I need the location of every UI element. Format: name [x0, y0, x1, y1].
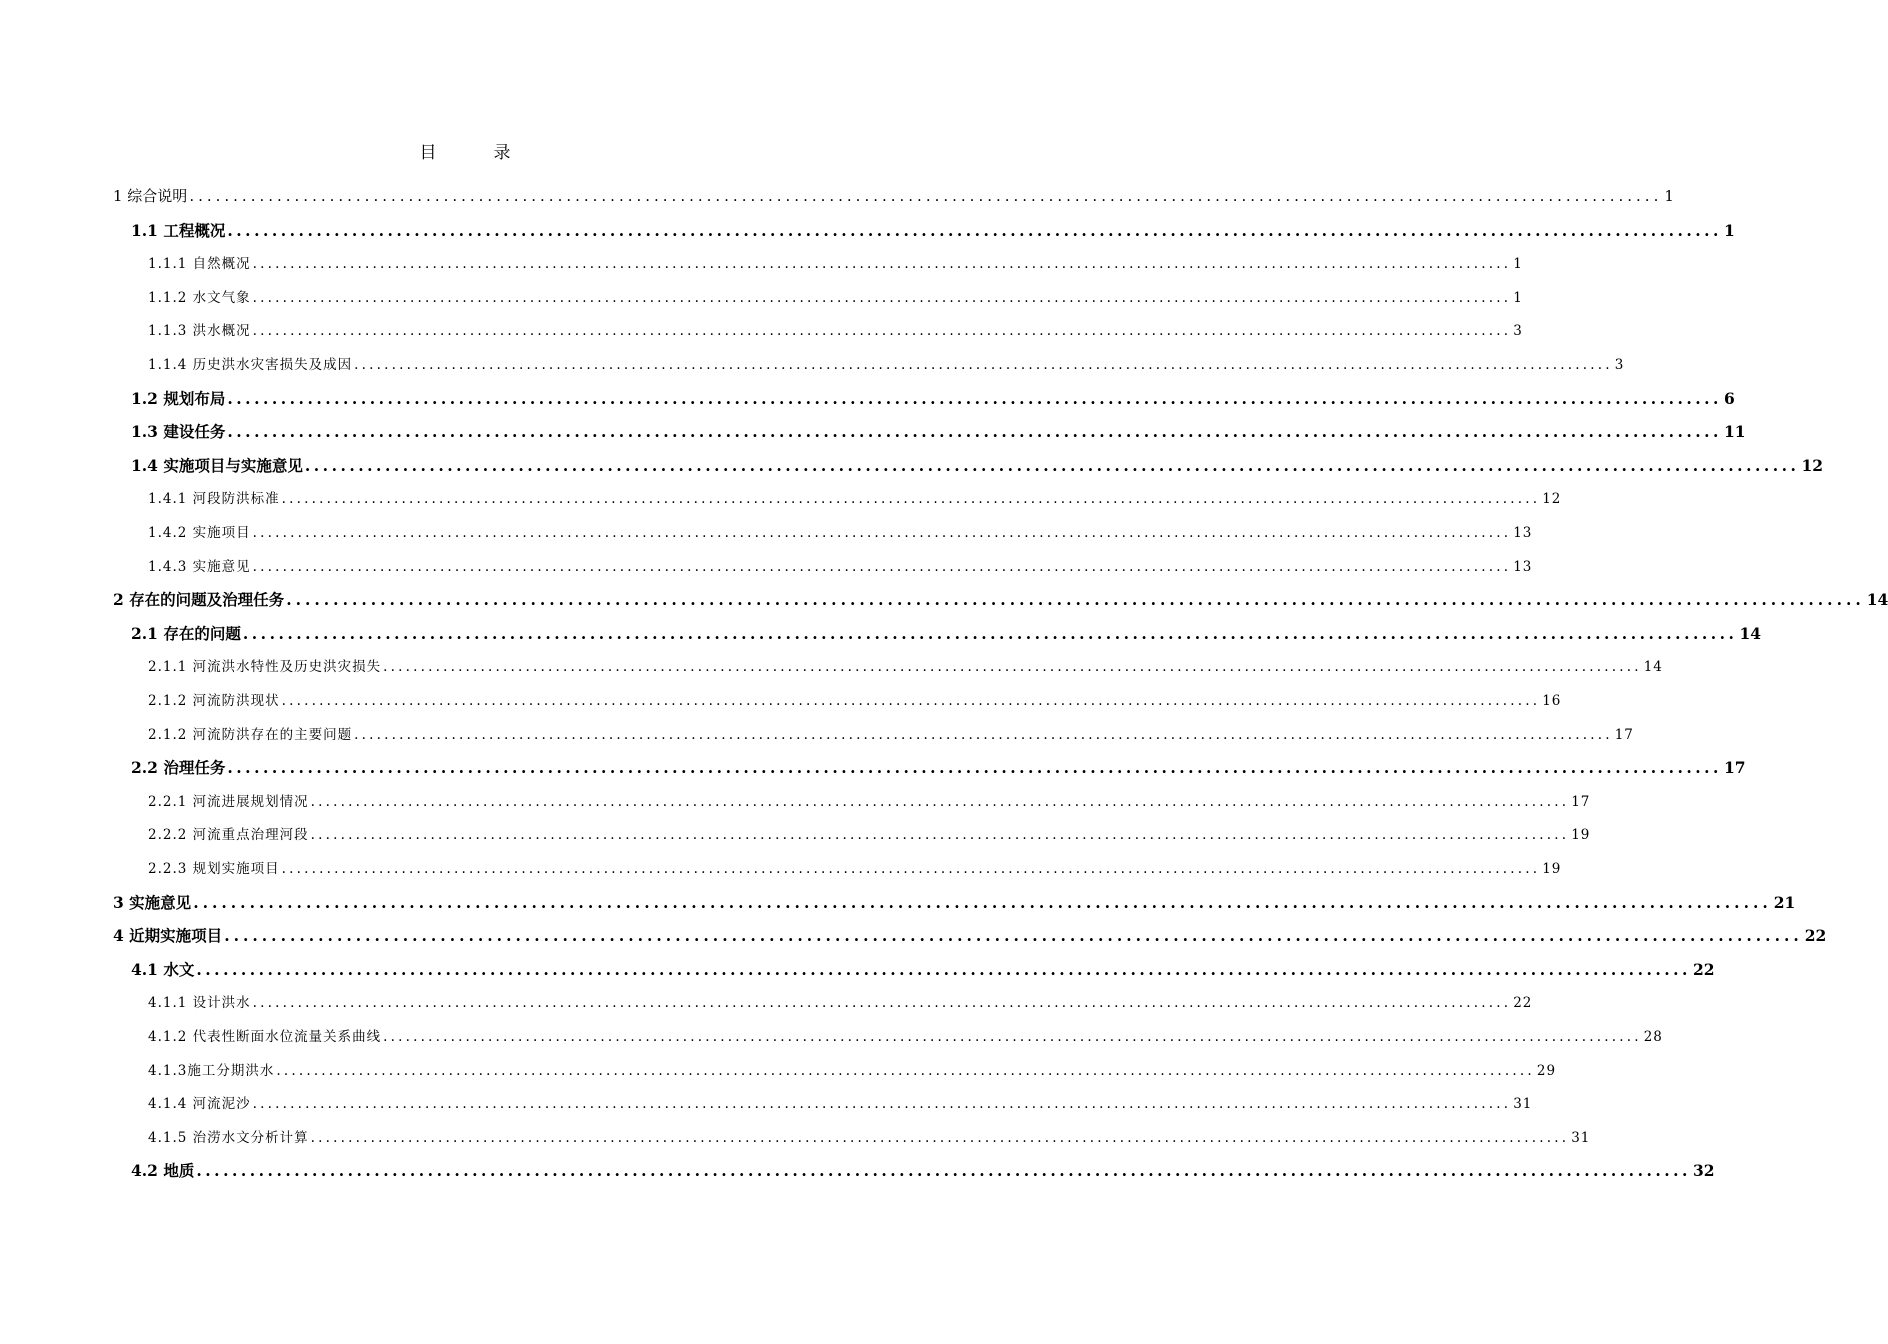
dot-leader: ........................................................................................................................................................................	[310, 827, 1570, 844]
toc-entry-page-number: 19	[1542, 861, 1562, 877]
dot-leader: ........................................................................................................................................................................	[227, 220, 1722, 240]
dot-leader: ........................................................................................................................................................................	[193, 892, 1772, 912]
dot-leader: ........................................................................................................................................................................	[252, 256, 1512, 273]
toc-entry-title: 2.2 治理任务	[131, 758, 226, 778]
toc-entry-title: 2 存在的问题及治理任务	[113, 590, 285, 610]
dot-leader: ........................................................................................................................................................................	[281, 693, 1541, 709]
toc-entry-title: 2.1 存在的问题	[131, 623, 241, 643]
toc-entry-title: 2.1.1 河流洪水特性及历史洪灾损失	[148, 659, 382, 676]
toc-entry-page-number: 22	[1804, 926, 1827, 946]
dot-leader: ........................................................................................................................................................................	[189, 187, 1663, 205]
toc-entry-page-number: 13	[1513, 558, 1533, 575]
toc-entry-title: 1.1.4 历史洪水灾害损失及成因	[148, 357, 353, 373]
toc-entry[interactable]	[131, 958, 1715, 980]
toc-entry-page-number: 14	[1866, 590, 1888, 610]
toc-entry-title: 2.2.1 河流进展规划情况	[148, 793, 309, 810]
toc-entry-title: 1.4.3 实施意见	[148, 558, 251, 575]
toc-entry-title: 1.4.1 河段防洪标准	[148, 491, 280, 508]
toc-entry-title: 1.3 建设任务	[131, 422, 226, 442]
dot-leader: ........................................................................................................................................................................	[252, 289, 1512, 306]
toc-entry-title: 1.2 规划布局	[131, 388, 226, 408]
toc-entry[interactable]	[131, 219, 1735, 241]
toc-entry-title: 2.1.2 河流防洪现状	[148, 693, 280, 709]
toc-entry-title: 4.1.3施工分期洪水	[148, 1062, 275, 1079]
dot-leader: ........................................................................................................................................................................	[276, 1062, 1535, 1079]
toc-entry-title: 1 综合说明	[113, 187, 188, 205]
dot-leader: ........................................................................................................................................................................	[252, 1096, 1512, 1113]
toc-entry-page-number: 1	[1513, 256, 1523, 273]
toc-entry[interactable]	[148, 790, 1591, 810]
toc-entry-page-number: 22	[1513, 995, 1533, 1012]
toc-entry[interactable]	[113, 588, 1888, 610]
toc-entry[interactable]	[148, 1126, 1591, 1146]
dot-leader: ........................................................................................................................................................................	[196, 1161, 1691, 1181]
dot-leader: ........................................................................................................................................................................	[354, 726, 1613, 743]
dot-leader: ........................................................................................................................................................................	[242, 623, 1738, 643]
toc-entry-page-number: 21	[1773, 892, 1796, 912]
toc-entry-page-number: 17	[1614, 726, 1634, 743]
toc-entry-title: 2.1.2 河流防洪存在的主要问题	[148, 726, 353, 743]
dot-leader: ........................................................................................................................................................................	[252, 525, 1512, 541]
dot-leader: ........................................................................................................................................................................	[310, 793, 1570, 810]
dot-leader: ........................................................................................................................................................................	[252, 558, 1512, 575]
toc-entry-title: 1.1 工程概况	[131, 220, 226, 240]
dot-leader: ........................................................................................................................................................................	[310, 1129, 1570, 1146]
toc-entry-page-number: 3	[1614, 357, 1625, 373]
toc-entry-title: 1.4.2 实施项目	[148, 525, 251, 541]
toc-entry-title: 4.2 地质	[131, 1161, 195, 1181]
dot-leader: ........................................................................................................................................................................	[304, 455, 1800, 475]
toc-entry[interactable]	[148, 823, 1591, 844]
toc-entry-page-number: 1	[1513, 289, 1523, 306]
toc-entry-page-number: 6	[1723, 388, 1735, 408]
toc-entry-page-number: 12	[1542, 491, 1562, 508]
dot-leader: ........................................................................................................................................................................	[227, 422, 1722, 442]
toc-entry[interactable]	[131, 454, 1824, 476]
toc-entry[interactable]	[148, 1025, 1663, 1045]
toc-title: 目 录	[419, 143, 531, 163]
toc-entry-title: 1.1.3 洪水概况	[148, 323, 251, 340]
toc-entry[interactable]	[148, 487, 1562, 508]
toc-entry-page-number: 19	[1571, 827, 1591, 844]
toc-entry[interactable]	[148, 319, 1523, 340]
toc-entry[interactable]	[113, 924, 1827, 946]
toc-entry-title: 1.1.2 水文气象	[148, 289, 251, 306]
toc-entry-page-number: 14	[1739, 623, 1762, 643]
toc-entry-page-number: 32	[1692, 1161, 1715, 1181]
toc-entry[interactable]	[148, 1059, 1557, 1079]
toc-entry-page-number: 22	[1692, 959, 1715, 979]
dot-leader: ........................................................................................................................................................................	[281, 861, 1541, 877]
toc-entry-page-number: 1	[1723, 220, 1735, 240]
dot-leader: ........................................................................................................................................................................	[252, 323, 1512, 340]
toc-entry-title: 1.1.1 自然概况	[148, 256, 251, 273]
toc-entry-page-number: 13	[1513, 525, 1533, 541]
toc-entry[interactable]	[131, 420, 1746, 442]
toc-entry-page-number: 17	[1723, 758, 1746, 778]
toc-entry-title: 4 近期实施项目	[113, 926, 223, 946]
toc-entry-page-number: 31	[1571, 1129, 1591, 1146]
toc-entry[interactable]	[113, 891, 1796, 913]
toc-entry-page-number: 14	[1643, 659, 1663, 676]
dot-leader: ........................................................................................................................................................................	[286, 590, 1865, 610]
toc-entry-page-number: 28	[1643, 1029, 1663, 1045]
toc-entry[interactable]	[131, 1159, 1715, 1181]
toc-entry-title: 4.1.2 代表性断面水位流量关系曲线	[148, 1029, 382, 1045]
dot-leader: ........................................................................................................................................................................	[383, 1029, 1642, 1045]
dot-leader: ........................................................................................................................................................................	[227, 758, 1722, 778]
toc-entry-page-number: 12	[1801, 455, 1824, 475]
toc-entry[interactable]	[131, 387, 1735, 409]
toc-entry[interactable]	[148, 521, 1533, 541]
dot-leader: ........................................................................................................................................................................	[224, 926, 1803, 946]
toc-entry-page-number: 3	[1513, 323, 1523, 340]
toc-entry-page-number: 1	[1664, 187, 1674, 205]
toc-entry-title: 4.1 水文	[131, 959, 195, 979]
toc-entry-title: 3 实施意见	[113, 892, 192, 912]
toc-entry-page-number: 17	[1571, 793, 1591, 810]
dot-leader: ........................................................................................................................................................................	[252, 995, 1512, 1012]
toc-entry[interactable]	[148, 252, 1523, 273]
toc-entry-title: 2.2.3 规划实施项目	[148, 861, 280, 877]
toc-entry[interactable]	[148, 991, 1533, 1012]
toc-entry[interactable]	[131, 622, 1762, 644]
toc-entry[interactable]	[148, 286, 1523, 306]
toc-entry-title: 1.4 实施项目与实施意见	[131, 455, 303, 475]
toc-entry[interactable]	[148, 857, 1562, 877]
toc-entry-page-number: 11	[1723, 422, 1746, 442]
dot-leader: ........................................................................................................................................................................	[196, 959, 1691, 979]
toc-entry-page-number: 29	[1536, 1062, 1557, 1079]
toc-entry[interactable]	[148, 1092, 1533, 1113]
dot-leader: ........................................................................................................................................................................	[281, 491, 1541, 508]
toc-entry[interactable]	[113, 185, 1674, 206]
toc-entry-title: 4.1.1 设计洪水	[148, 995, 251, 1012]
toc-entry[interactable]	[131, 756, 1746, 778]
toc-entry[interactable]	[148, 723, 1634, 743]
toc-entry[interactable]	[148, 353, 1625, 373]
toc-entry-title: 4.1.5 治涝水文分析计算	[148, 1129, 309, 1146]
toc-entry[interactable]	[148, 655, 1663, 676]
toc-entry[interactable]	[148, 689, 1562, 709]
dot-leader: ........................................................................................................................................................................	[354, 357, 1613, 373]
toc-entry-title: 2.2.2 河流重点治理河段	[148, 827, 309, 844]
toc-entry-page-number: 31	[1513, 1096, 1533, 1113]
toc-entry[interactable]	[148, 555, 1533, 575]
dot-leader: ........................................................................................................................................................................	[227, 388, 1722, 408]
toc-entry-title: 4.1.4 河流泥沙	[148, 1096, 251, 1113]
toc-entry-page-number: 16	[1542, 693, 1562, 709]
dot-leader: ........................................................................................................................................................................	[383, 659, 1642, 676]
